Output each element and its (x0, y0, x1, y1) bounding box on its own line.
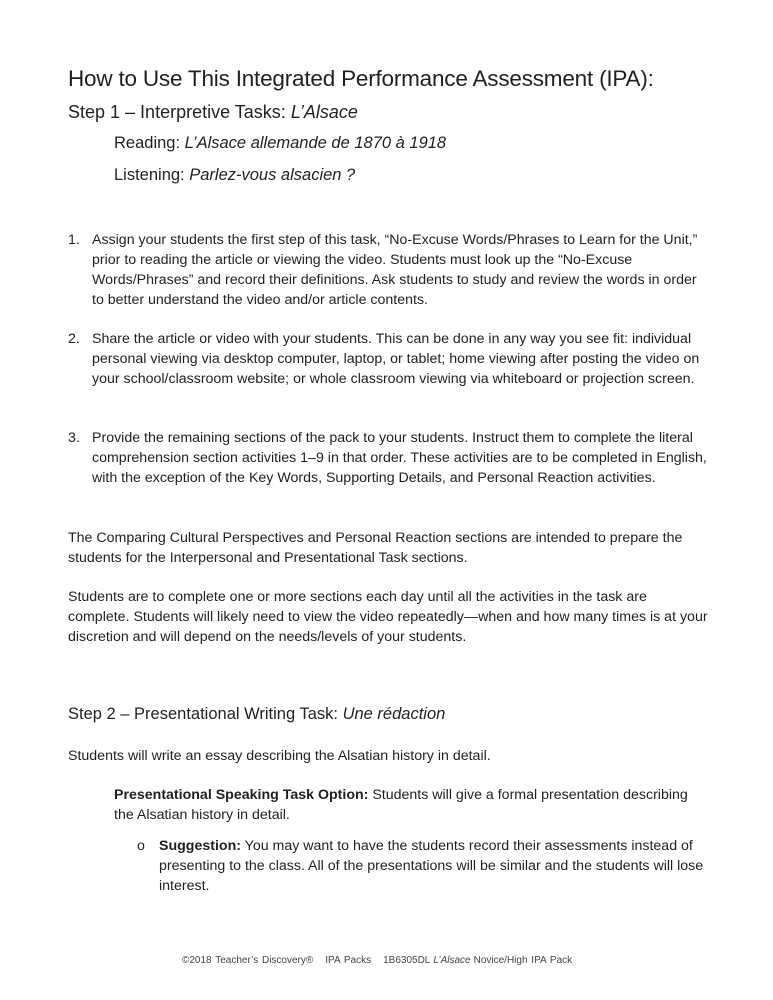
step2-label: Step 2 – Presentational Writing Task: (68, 705, 338, 723)
footer-series: IPA Packs (325, 955, 372, 966)
step2-heading (68, 705, 445, 724)
suggestion-text: You may want to have the students record their assessments instead of presenting to the class. All of the presentations will be similar and the students will lose interest. (159, 838, 704, 894)
step1-label: Step 1 – Interpretive Tasks: (68, 102, 286, 122)
list-item (68, 329, 708, 389)
list-number: 2. (68, 331, 80, 347)
list-number: 3. (68, 430, 80, 446)
bullet-icon: o (137, 838, 145, 854)
step1-heading (68, 102, 358, 123)
listening-line (114, 166, 355, 185)
reading-title: L’Alsace allemande de 1870 à 1918 (184, 134, 447, 152)
reading-line (114, 134, 446, 153)
list-text: Provide the remaining sections of the pack to your students. Instruct them to complete the literal comprehension section activities 1–9 in that order. These activities are to be completed in English, with the exception of the Key Words, Supporting Details, and Personal Reaction activities. (92, 430, 707, 486)
listening-label: Listening: (114, 166, 185, 184)
list-text: Share the article or video with your students. This can be done in any way you see fit: individual personal viewing via desktop computer, laptop, or tablet; home viewing after posting the video on your school/classroom website; or whole classroom viewing via whiteboard or projection screen. (92, 331, 700, 387)
list-item (68, 428, 708, 488)
reading-label: Reading: (114, 134, 181, 152)
option-text: Students will give a formal presentation describing the Alsatian history in detail. (114, 787, 688, 823)
paragraph: Students are to complete one or more sections each day until all the activities in the task are complete. Students will likely need to view the video repeatedly—when and how many times is at your discretion and will depend on the needs/levels of your students. (68, 589, 708, 645)
speaking-option (114, 785, 704, 825)
footer (182, 955, 584, 966)
step2-intro: Students will write an essay describing the Alsatian history in detail. (68, 748, 491, 764)
page-title: How to Use This Integrated Performance Assessment (IPA): (68, 66, 654, 91)
footer-copyright: ©2018 Teacher’s Discovery® (182, 955, 314, 966)
suggestion (159, 836, 704, 896)
list-item (68, 230, 708, 310)
list-text: Assign your students the first step of this task, “No-Excuse Words/Phrases to Learn for the Unit,” prior to reading the article or viewing the video. Students must look up the “No-Excuse Words/Phrases” and record their definitions. Ask students to study and review the words in order to better understand the video and/or article contents. (92, 232, 698, 308)
footer-level: Novice/High IPA Pack (473, 955, 573, 966)
list-number: 1. (68, 232, 80, 248)
paragraph: The Comparing Cultural Perspectives and Personal Reaction sections are intended to prepare the students for the Interpersonal and Presentational Task sections. (68, 530, 683, 566)
option-label: Presentational Speaking Task Option: (114, 787, 369, 803)
footer-title: L’Alsace (433, 955, 471, 966)
step2-topic: Une rédaction (342, 705, 446, 723)
suggestion-label: Suggestion: (159, 838, 241, 854)
listening-title: Parlez-vous alsacien ? (189, 166, 356, 184)
step1-topic: L’Alsace (290, 102, 358, 122)
footer-code: 1B6305DL (383, 955, 431, 966)
